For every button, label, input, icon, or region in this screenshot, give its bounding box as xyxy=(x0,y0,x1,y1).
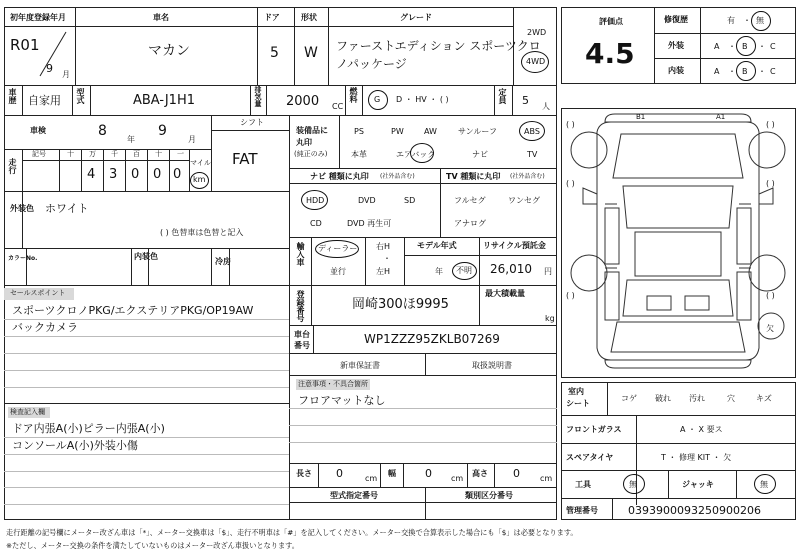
length-label: 長さ xyxy=(296,469,312,478)
ac-label: 冷房 xyxy=(215,257,231,266)
interior-dot: ・ xyxy=(728,67,736,76)
class-label: 類別区分番号 xyxy=(465,491,513,500)
diagram-ketsu: 欠 xyxy=(766,324,774,333)
spare-value: T ・ 修理 KIT ・ 欠 xyxy=(661,453,732,462)
seat-label-2: シート xyxy=(566,399,590,408)
equip-navi: ナビ xyxy=(472,150,488,159)
chassis-label-1: 車台 xyxy=(294,330,310,339)
mgmt-value: 0393900093250900206 xyxy=(628,504,761,517)
model-label: 型式 xyxy=(76,88,85,104)
capacity-value: 5 xyxy=(522,94,529,107)
equip-leather: 本革 xyxy=(351,150,367,159)
car-name: マカン xyxy=(148,43,190,59)
model-value: ABA-J1H1 xyxy=(133,93,195,108)
diagram-mark: ( ) xyxy=(766,291,775,300)
grade-label: グレード xyxy=(400,13,432,22)
capacity-label: 定員 xyxy=(498,88,507,104)
mileage-digit-label: 十 xyxy=(67,150,74,158)
height-unit: cm xyxy=(540,474,553,483)
registration-value: 岡崎300ほ9995 xyxy=(352,297,449,312)
exterior-dot: ・ xyxy=(728,42,736,51)
repair-yes: 有 xyxy=(727,16,735,25)
width-label: 幅 xyxy=(388,469,396,478)
cc-unit: CC xyxy=(332,102,344,111)
max-load-label: 最大積載量 xyxy=(485,289,525,298)
length-value: 0 xyxy=(336,467,343,480)
seat-item: 穴 xyxy=(727,394,735,403)
sales-point-line: バックカメラ xyxy=(12,321,78,334)
model-year-unknown: 不明 xyxy=(456,266,472,275)
equip-pw: PW xyxy=(391,127,404,136)
recycle-label: リサイクル預託金 xyxy=(483,241,546,250)
nav-note: (社外品含む) xyxy=(380,173,415,180)
repair-no: 無 xyxy=(756,16,764,25)
usage-value: 自家用 xyxy=(28,94,61,107)
height-label: 高さ xyxy=(472,469,488,478)
right-hand: 右H xyxy=(376,242,391,251)
first-reg-label: 初年度登録年月 xyxy=(10,13,66,22)
color-label: 外装色 xyxy=(10,204,34,213)
mgmt-label: 管理番号 xyxy=(566,506,598,515)
nav-title: ナビ 種類に丸印 xyxy=(310,172,369,181)
interior-grade-a: A xyxy=(714,67,720,76)
mile-label: マイル xyxy=(190,159,211,167)
nav-sd: SD xyxy=(404,196,416,205)
fuel-label: 燃料 xyxy=(349,87,358,103)
equip-tv: TV xyxy=(527,150,538,159)
manual: 取扱説明書 xyxy=(472,361,512,370)
mileage-digit: 4 xyxy=(87,167,96,182)
seat-item: キズ xyxy=(756,394,772,403)
seat-label-1: 室内 xyxy=(568,387,584,396)
tools-value: 無 xyxy=(629,480,637,489)
recycle-value: 26,010 xyxy=(490,262,532,276)
km-label: km xyxy=(193,175,206,184)
sales-point-line: スポーツクロノPKG/エクステリアPKG/OP19AW xyxy=(12,304,254,317)
mileage-label: 走行 xyxy=(8,158,17,174)
diagram-a1: A1 xyxy=(716,113,726,121)
import-parallel: 並行 xyxy=(330,267,346,276)
nav-dvd: DVD xyxy=(358,196,376,205)
fuel-g: G xyxy=(374,95,381,104)
car-name-label: 車名 xyxy=(153,13,169,22)
drive-4wd: 4WD xyxy=(526,57,546,66)
diagram-b1: B1 xyxy=(636,113,646,121)
inspection-label: 車検 xyxy=(30,126,46,135)
seat-item: 破れ xyxy=(655,394,671,403)
equip-abs: ABS xyxy=(524,127,540,136)
height-value: 0 xyxy=(513,467,520,480)
footer-line-1: 走行距離の記号欄にメーター改ざん車は「*」、メーター交換車は「$」、走行不明車は「#」を記入してください。メーター交換で合算表示した場合にも「$」は必要となります。 xyxy=(6,528,578,537)
equip-sunroof: サンルーフ xyxy=(458,127,497,136)
exterior-grade-b: B xyxy=(742,42,748,51)
tv-title: TV 種類に丸印 xyxy=(446,172,501,181)
repair-dot: ・ xyxy=(743,16,751,25)
recycle-yen: 円 xyxy=(544,267,552,276)
color-value: ホワイト xyxy=(45,202,89,215)
drive-2wd: 2WD xyxy=(527,28,547,37)
mileage-digit-label: 一 xyxy=(177,150,184,158)
mileage-digit: 3 xyxy=(109,167,118,182)
tv-fullseg: フルセグ xyxy=(454,196,486,205)
shape-value: W xyxy=(304,45,318,61)
reg-month: 9 xyxy=(46,62,53,75)
mileage-digit-label: 千 xyxy=(111,150,118,158)
disp-label: 排気量 xyxy=(254,86,262,107)
seat-item: 汚れ xyxy=(689,394,705,403)
nav-hdd: HDD xyxy=(306,196,325,205)
chassis-label-2: 番号 xyxy=(294,341,310,350)
color-no-label: カラーNo. xyxy=(8,255,38,262)
seat-item: コゲ xyxy=(621,394,637,403)
equip-aw: AW xyxy=(424,127,437,136)
mileage-digit: 0 xyxy=(131,167,140,182)
left-hand: 左H xyxy=(376,267,391,276)
diagram-mark: ( ) xyxy=(566,179,575,188)
shift-label: シフト xyxy=(240,118,264,127)
grade-line1: ファーストエディション スポーツクロ xyxy=(336,39,541,53)
displacement-value: 2000 xyxy=(286,94,320,109)
mileage-digit: 0 xyxy=(153,167,162,182)
model-year-unit: 年 xyxy=(435,267,443,276)
inspection-year: 8 xyxy=(98,123,107,139)
tv-oneseg: ワンセグ xyxy=(508,196,540,205)
diagram-mark: ( ) xyxy=(766,179,775,188)
inspection-month-unit: 月 xyxy=(188,135,196,144)
shift-value: FAT xyxy=(232,150,258,168)
interior-label: 内装 xyxy=(668,66,684,75)
mileage-digit-label: 百 xyxy=(133,150,140,158)
color-change-note: ( ) 色替車は色替と記入 xyxy=(160,228,244,237)
equip-ps: PS xyxy=(354,127,364,136)
inspection-year-unit: 年 xyxy=(127,135,135,144)
tv-analog: アナログ xyxy=(454,219,486,228)
mileage-digit-label: 十 xyxy=(155,150,162,158)
width-unit: cm xyxy=(451,474,464,483)
tv-note: (社外品含む) xyxy=(510,173,545,180)
interior-color-label: 内装色 xyxy=(134,252,158,261)
equip-airbag: エアバック xyxy=(396,150,436,159)
fuel-options: D ・ HV ・ ( ) xyxy=(396,95,449,104)
max-load-unit: kg xyxy=(545,314,555,323)
interior-dot: ・ xyxy=(758,67,766,76)
sales-points-label: セールスポイント xyxy=(10,289,66,297)
eval-label: 評価点 xyxy=(599,17,623,26)
equipment-label-3: (純正のみ) xyxy=(294,150,328,158)
import-label: 輸入車 xyxy=(296,242,305,266)
interior-grade-c: C xyxy=(770,67,776,76)
car-diagram-icon xyxy=(561,108,796,378)
shape-label: 形状 xyxy=(301,13,317,22)
model-year-label: モデル年式 xyxy=(417,241,457,250)
diagram-mark: ( ) xyxy=(766,120,775,129)
hand-dot: ・ xyxy=(383,254,391,263)
inspector-line: ドア内張A(小)ピラー内張A(小) xyxy=(12,422,165,435)
mileage-digit: 0 xyxy=(173,167,182,182)
width-value: 0 xyxy=(425,467,432,480)
length-unit: cm xyxy=(365,474,378,483)
chassis-value: WP1ZZZ95ZKLB07269 xyxy=(364,332,500,346)
inspector-label: 検査記入欄 xyxy=(10,408,45,416)
door-label: ドア xyxy=(264,13,280,22)
import-dealer: ディーラー xyxy=(318,244,358,253)
reg-era: R01 xyxy=(10,36,40,54)
reg-month-unit: 月 xyxy=(62,70,70,79)
diagram-mark: ( ) xyxy=(566,291,575,300)
inspection-month: 9 xyxy=(158,123,167,139)
spare-label: スペアタイヤ xyxy=(566,453,614,462)
type-cert-label: 型式指定番号 xyxy=(330,491,378,500)
doors-value: 5 xyxy=(270,45,279,61)
notes-label: 注意事項・不具合箇所 xyxy=(298,380,368,388)
capacity-unit: 人 xyxy=(542,102,550,111)
jack-value: 無 xyxy=(760,480,768,489)
nav-cd: CD xyxy=(310,219,322,228)
mileage-digit-label: 万 xyxy=(89,150,96,158)
equipment-label-1: 装備品に xyxy=(296,126,328,135)
mileage-digit-label: 記号 xyxy=(32,150,46,158)
diagram-mark: ( ) xyxy=(566,120,575,129)
interior-grade-b: B xyxy=(742,67,748,76)
repair-label: 修復歴 xyxy=(664,15,688,24)
new-warranty: 新車保証書 xyxy=(340,361,380,370)
grade-line2: ノパッケージ xyxy=(336,57,407,71)
exterior-grade-a: A xyxy=(714,42,720,51)
inspector-line: コンソールA(小)外装小傷 xyxy=(12,439,138,452)
nav-dvd-play: DVD 再生可 xyxy=(347,219,392,228)
exterior-label: 外装 xyxy=(668,41,684,50)
equipment-label-2: 丸印 xyxy=(296,138,312,147)
usage-label: 車歴 xyxy=(8,88,17,104)
jack-label: ジャッキ xyxy=(682,480,714,489)
tools-label: 工具 xyxy=(575,480,591,489)
exterior-dot: ・ xyxy=(758,42,766,51)
exterior-grade-c: C xyxy=(770,42,776,51)
eval-score: 4.5 xyxy=(585,37,635,70)
glass-value: A ・ X 要ス xyxy=(680,425,723,434)
notes-line: フロアマットなし xyxy=(298,394,386,407)
footer-line-2: ※ただし、メーター交換の条件を満たしていないものはメーター改ざん車扱いとなります。 xyxy=(6,541,299,550)
glass-label: フロントガラス xyxy=(566,425,622,434)
registration-label: 登録番号 xyxy=(296,290,305,322)
